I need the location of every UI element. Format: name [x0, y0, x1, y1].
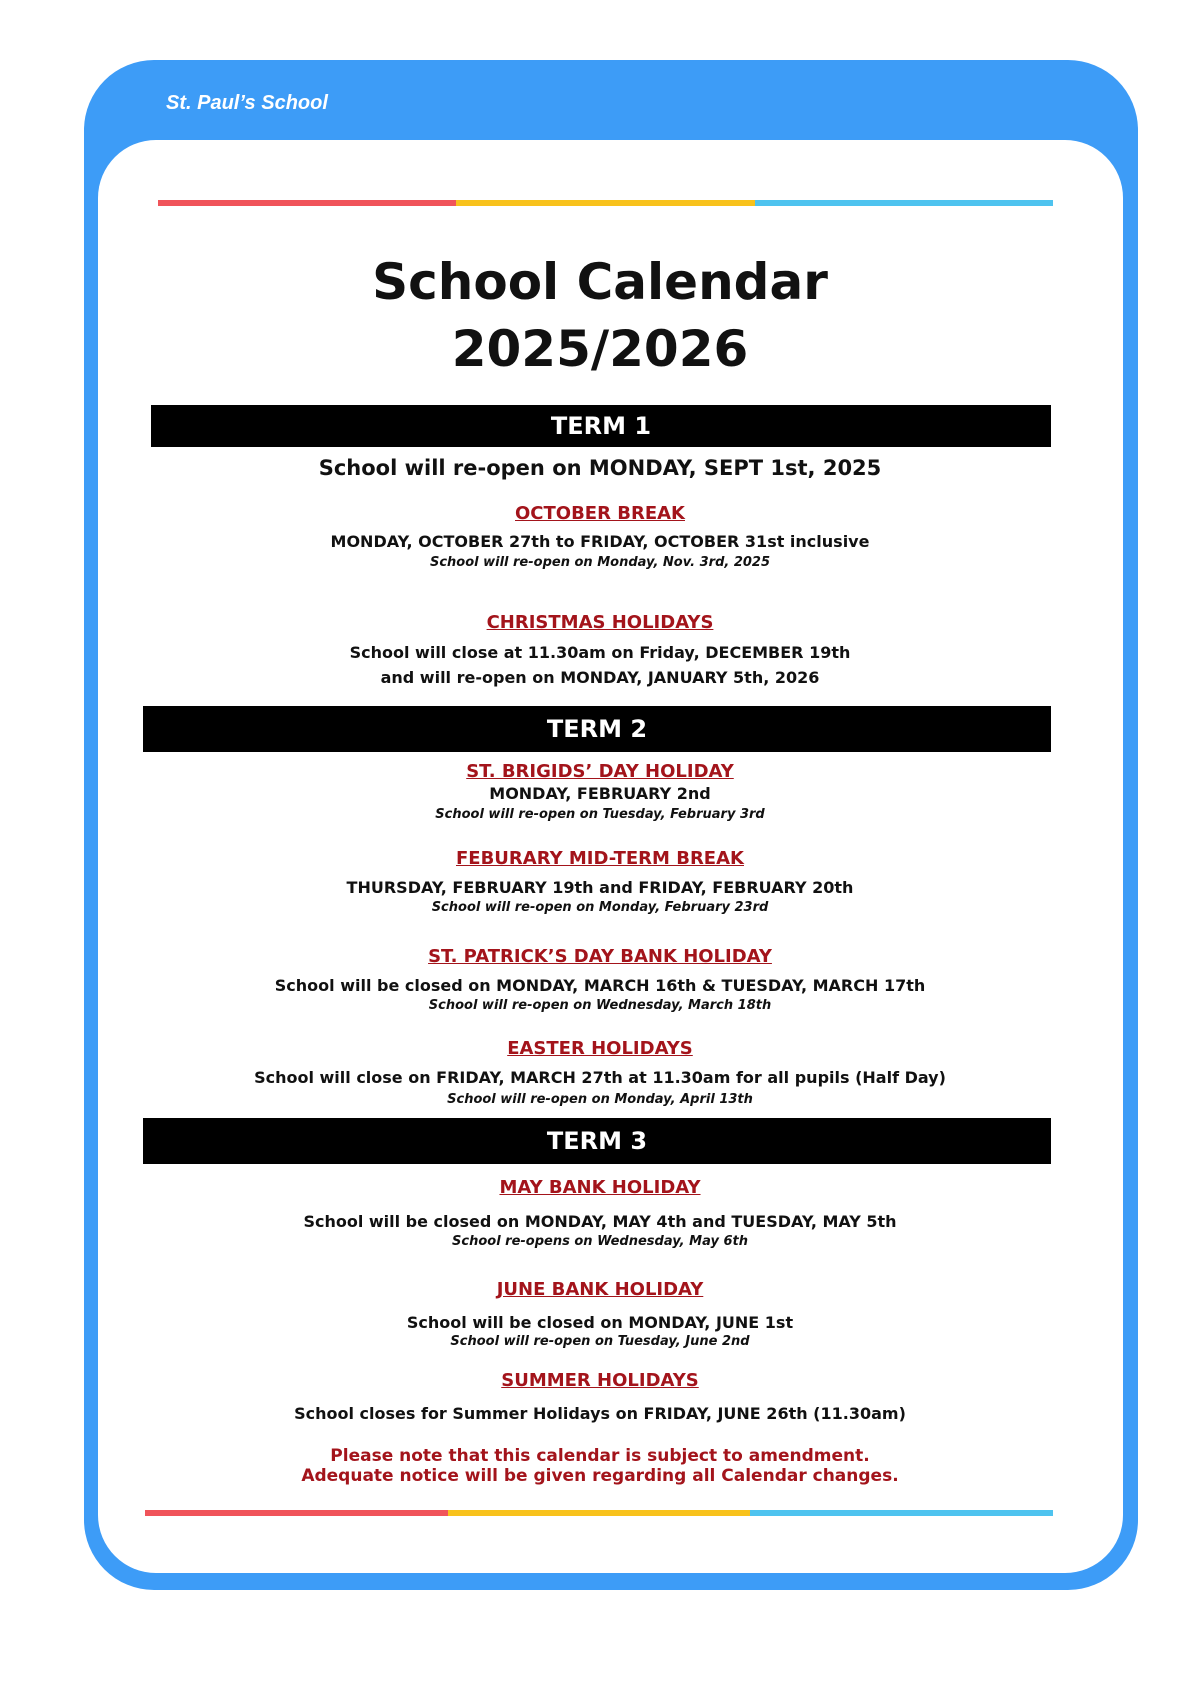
christmas-close: School will close at 11.30am on Friday, DECEMBER 19th [349, 643, 851, 662]
page-title-year: 2025/2026 [451, 320, 749, 378]
june-dates: School will be closed on MONDAY, JUNE 1st [406, 1313, 794, 1332]
changes-notice: Adequate notice will be given regarding all Calendar changes. [301, 1466, 899, 1486]
easter-reopen: School will re-open on Monday, April 13th [447, 1092, 753, 1107]
term-1-banner: TERM 1 [151, 405, 1051, 447]
midterm-heading: FEBURARY MID-TERM BREAK [456, 848, 744, 869]
summer-heading: SUMMER HOLIDAYS [501, 1370, 699, 1391]
october-break-heading: OCTOBER BREAK [515, 503, 685, 524]
brigid-heading: ST. BRIGIDS’ DAY HOLIDAY [466, 761, 734, 782]
patrick-reopen: School will re-open on Wednesday, March 18th [428, 998, 772, 1013]
top-color-stripe [158, 200, 1053, 206]
june-reopen: School will re-open on Tuesday, June 2nd [450, 1334, 750, 1349]
may-heading: MAY BANK HOLIDAY [499, 1177, 701, 1198]
term-1-reopen: School will re-open on MONDAY, SEPT 1st, 2025 [318, 456, 882, 480]
midterm-dates: THURSDAY, FEBRUARY 19th and FRIDAY, FEBRUARY 20th [346, 878, 854, 897]
october-break-dates: MONDAY, OCTOBER 27th to FRIDAY, OCTOBER 31st inclusive [330, 532, 870, 551]
christmas-heading: CHRISTMAS HOLIDAYS [486, 612, 714, 633]
summer-dates: School closes for Summer Holidays on FRIDAY, JUNE 26th (11.30am) [294, 1404, 906, 1423]
school-name: St. Paul’s School [166, 92, 328, 114]
easter-dates: School will close on FRIDAY, MARCH 27th at 11.30am for all pupils (Half Day) [254, 1068, 946, 1087]
may-reopen: School re-opens on Wednesday, May 6th [452, 1234, 748, 1249]
christmas-reopen: and will re-open on MONDAY, JANUARY 5th, 2026 [380, 668, 820, 687]
easter-heading: EASTER HOLIDAYS [507, 1038, 693, 1059]
june-heading: JUNE BANK HOLIDAY [496, 1279, 704, 1300]
patrick-heading: ST. PATRICK’S DAY BANK HOLIDAY [428, 946, 772, 967]
october-break-reopen: School will re-open on Monday, Nov. 3rd, 2025 [429, 555, 771, 570]
midterm-reopen: School will re-open on Monday, February 23rd [431, 900, 769, 915]
amendment-notice: Please note that this calendar is subject to amendment. [330, 1446, 870, 1466]
term-3-banner: TERM 3 [143, 1118, 1051, 1164]
brigid-dates: MONDAY, FEBRUARY 2nd [489, 784, 711, 803]
may-dates: School will be closed on MONDAY, MAY 4th and TUESDAY, MAY 5th [303, 1212, 897, 1231]
bottom-color-stripe [145, 1510, 1053, 1516]
term-2-banner: TERM 2 [143, 706, 1051, 752]
brigid-reopen: School will re-open on Tuesday, February 3rd [435, 807, 765, 822]
patrick-dates: School will be closed on MONDAY, MARCH 16th & TUESDAY, MARCH 17th [274, 976, 926, 995]
page-title: School Calendar [372, 253, 828, 311]
